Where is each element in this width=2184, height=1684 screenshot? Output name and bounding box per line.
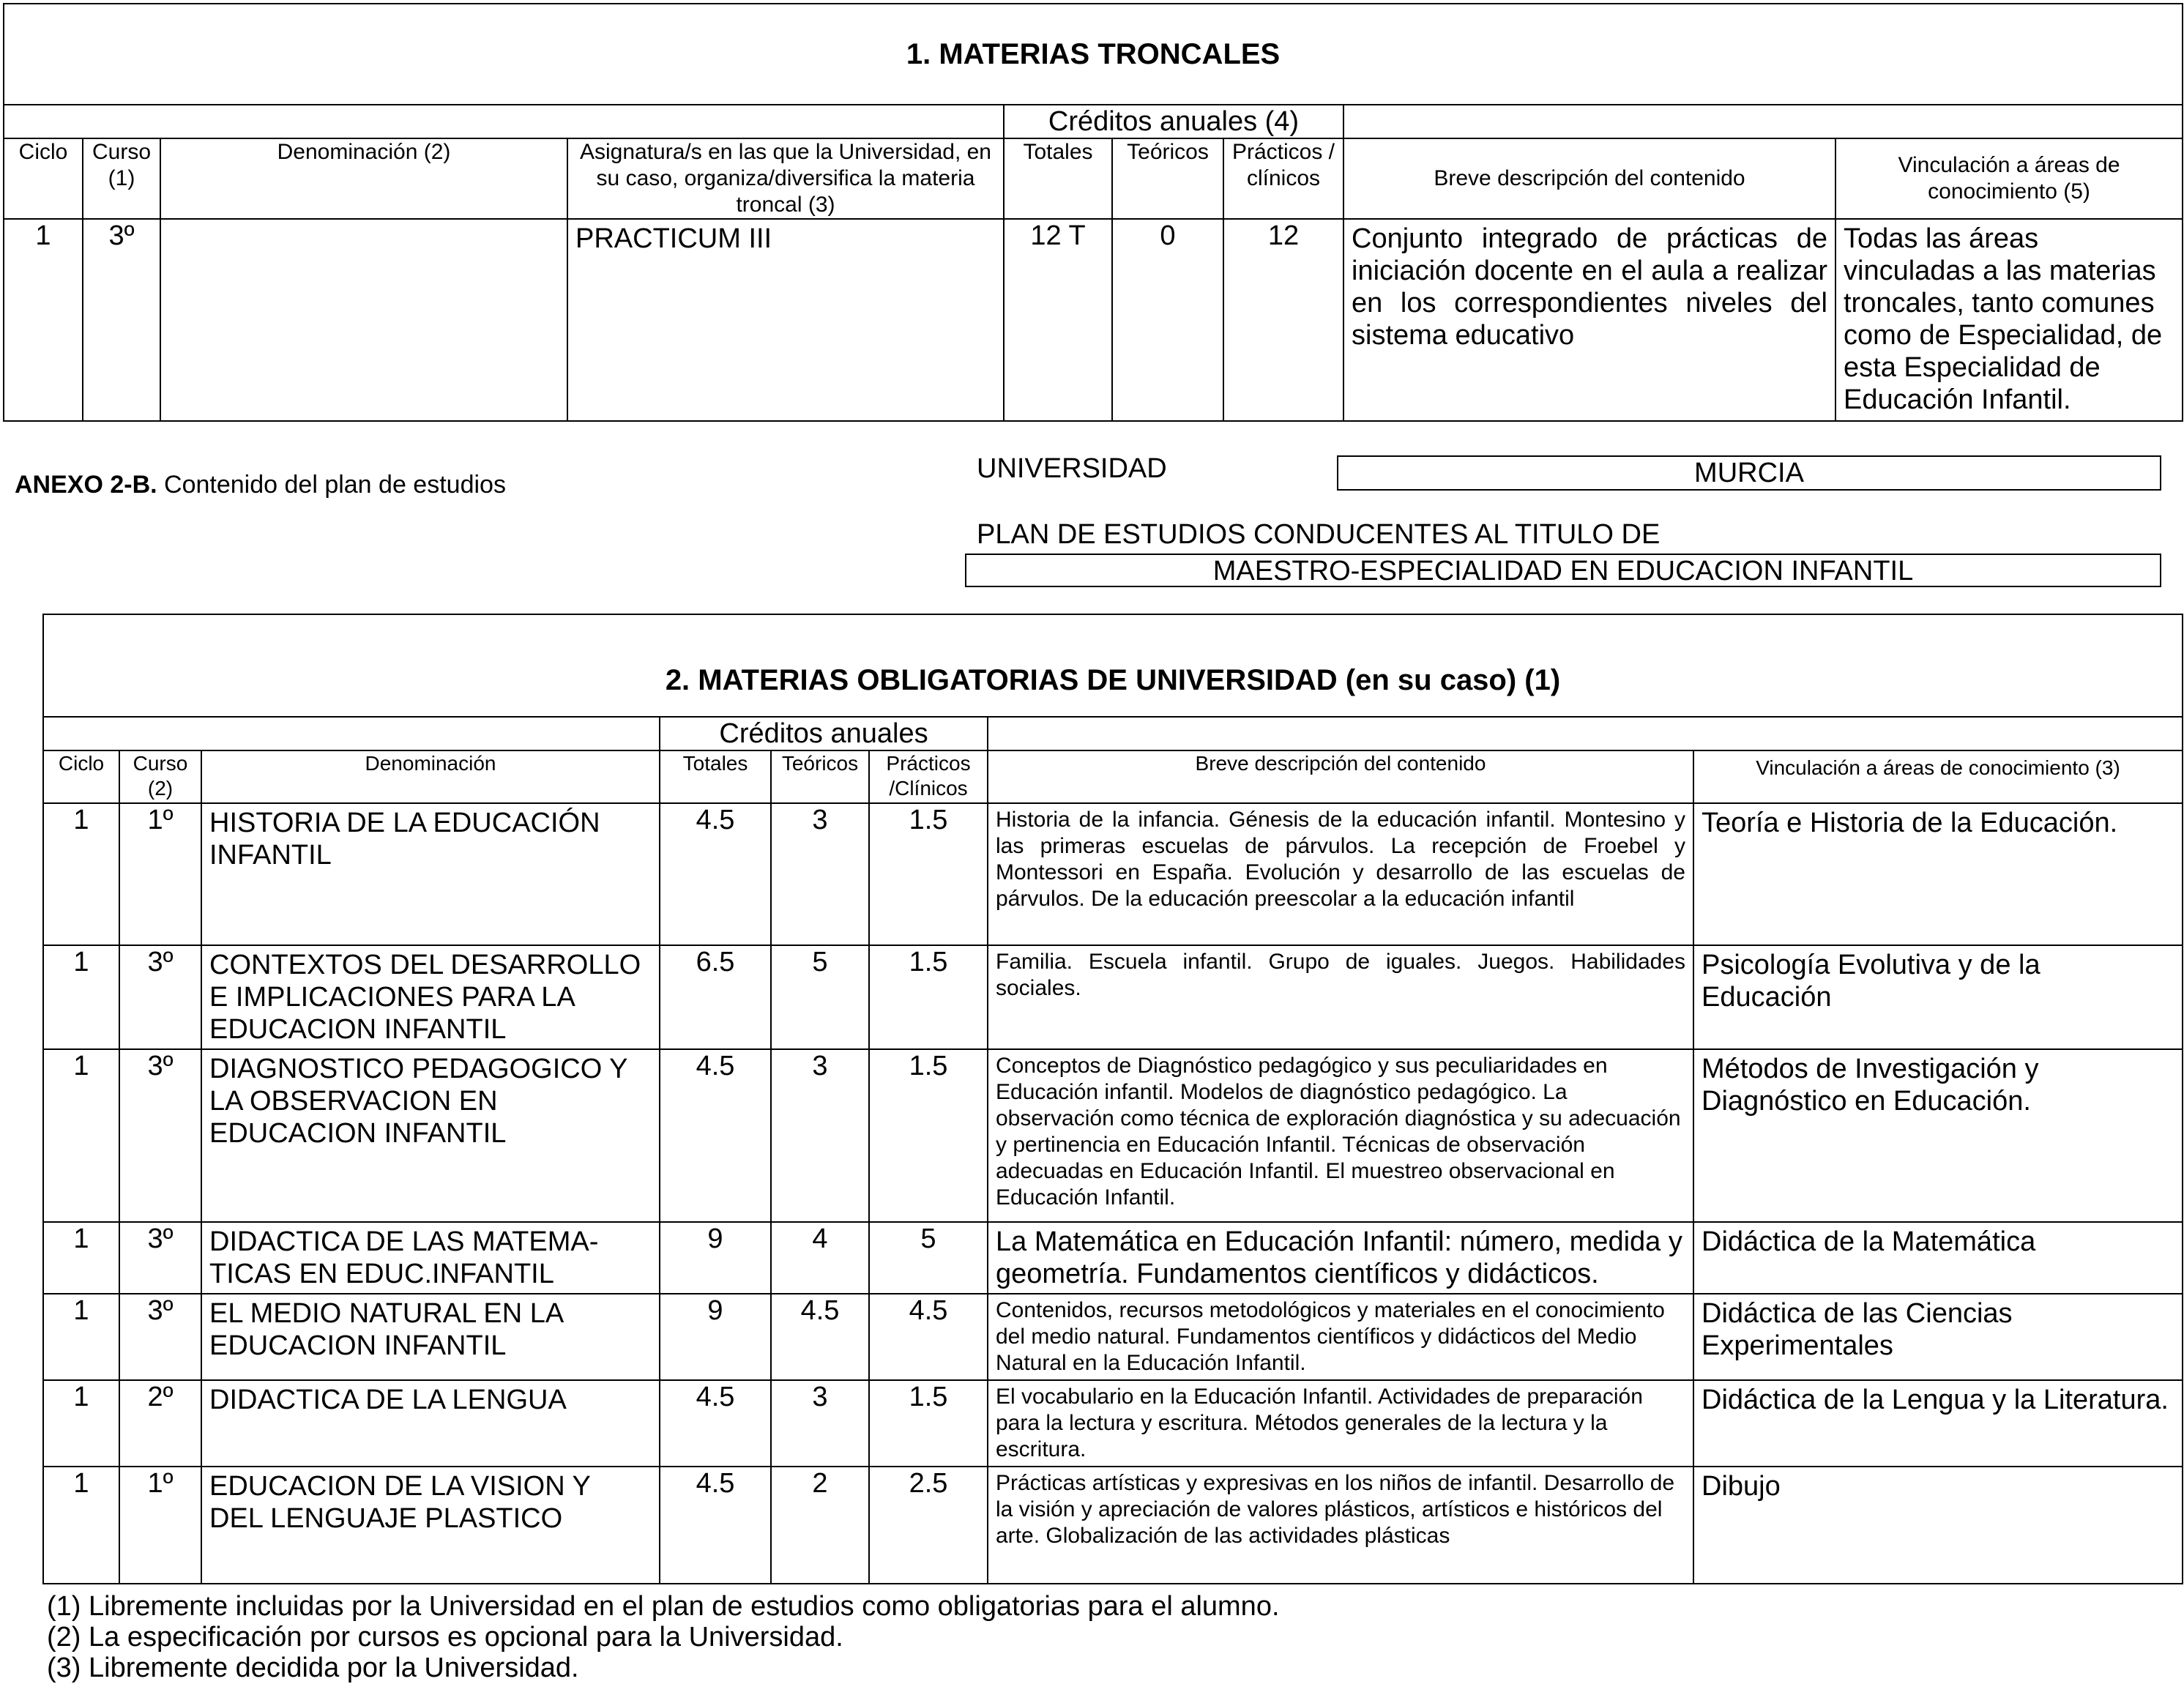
row-practicos: 2.5 xyxy=(869,1467,988,1584)
footnote-1: (1) Libremente incluidas por la Universidad en el plan de estudios como obligatorias para el alumno. xyxy=(47,1591,1280,1622)
table-row xyxy=(43,945,2183,1049)
table-row xyxy=(43,1294,2183,1380)
row-vinculacion: Teoría e Historia de la Educación. xyxy=(1693,803,2183,945)
row-descripcion: La Matemática en Educación Infantil: número, medida y geometría. Fundamentos científicos y didácticos. xyxy=(988,1222,1693,1294)
header2-practicos: Prácticos /Clínicos xyxy=(869,750,988,803)
row-asignatura: PRACTICUM III xyxy=(567,219,1004,421)
row-curso: 1º xyxy=(119,803,201,945)
row-descripcion: Conceptos de Diagnóstico pedagógico y sus peculiaridades en Educación infantil. Modelos de diagnóstico pedagógico. La observación como técnica de exploración diagnóstica y su adecuación y pertinencia en Educación Infantil. Técnicas de observación adecuadas en Educación Infantil. El muestreo observacional en Educación Infantil. xyxy=(988,1049,1693,1222)
row-denominacion: DIDACTICA DE LAS MATEMA-TICAS EN EDUC.INFANTIL xyxy=(201,1222,660,1294)
row-descripcion: Prácticas artísticas y expresivas en los niños de infantil. Desarrollo de la visión y apreciación de valores plásticos, artísticos e históricos del arte. Globalización de las actividades plásticas xyxy=(988,1467,1693,1584)
row-ciclo: 1 xyxy=(43,1049,119,1222)
row-totales: 4.5 xyxy=(660,1467,771,1584)
row-practicos: 12 xyxy=(1223,219,1343,421)
anexo-rest: Contenido del plan de estudios xyxy=(157,471,506,499)
header2-vinculacion: Vinculación a áreas de conocimiento (3) xyxy=(1693,750,2183,803)
row-totales: 9 xyxy=(660,1294,771,1380)
header2-ciclo: Ciclo xyxy=(43,750,119,803)
table-row xyxy=(43,1049,2183,1222)
row-teoricos: 5 xyxy=(771,945,869,1049)
row-ciclo: 1 xyxy=(43,1467,119,1584)
header-teoricos: Teóricos xyxy=(1112,138,1223,219)
row-descripcion: Contenidos, recursos metodológicos y materiales en el conocimiento del medio natural. Fundamentos científicos y didácticos del Medio Natural en la Educación Infantil. xyxy=(988,1294,1693,1380)
row-denominacion: EL MEDIO NATURAL EN LA EDUCACION INFANTIL xyxy=(201,1294,660,1380)
row-ciclo: 1 xyxy=(43,945,119,1049)
section2-title xyxy=(43,614,2183,717)
header2-teoricos: Teóricos xyxy=(771,750,869,803)
header-asignatura: Asignatura/s en las que la Universidad, en su caso, organiza/diversifica la materia troncal (3) xyxy=(567,138,1004,219)
footnote-2: (2) La especificación por cursos es opcional para la Universidad. xyxy=(47,1622,843,1653)
universidad-label: UNIVERSIDAD xyxy=(977,453,1167,484)
row-ciclo: 1 xyxy=(43,1380,119,1467)
row-practicos: 1.5 xyxy=(869,1049,988,1222)
section2-title-rest: (en su caso) (1) xyxy=(1337,663,1561,696)
creditos-anuales-header-2: Créditos anuales xyxy=(660,717,988,750)
header-totales: Totales xyxy=(1004,138,1112,219)
troncales-table xyxy=(3,3,2183,422)
universidad-value: MURCIA xyxy=(1337,455,2161,491)
header2-totales: Totales xyxy=(660,750,771,803)
obligatorias-table xyxy=(42,614,2183,1584)
row-ciclo: 1 xyxy=(4,219,83,421)
row-descripcion: Familia. Escuela infantil. Grupo de iguales. Juegos. Habilidades sociales. xyxy=(988,945,1693,1049)
creditos-anuales-header: Créditos anuales (4) xyxy=(1004,105,1343,138)
anexo-label xyxy=(15,470,506,499)
table-row xyxy=(43,803,2183,945)
row-denominacion: EDUCACION DE LA VISION Y DEL LENGUAJE PLASTICO xyxy=(201,1467,660,1584)
row-denominacion: HISTORIA DE LA EDUCACIÓN INFANTIL xyxy=(201,803,660,945)
plan-label: PLAN DE ESTUDIOS CONDUCENTES AL TITULO DE xyxy=(977,519,1661,550)
row-teoricos: 3 xyxy=(771,1380,869,1467)
table-row xyxy=(43,1467,2183,1584)
row-practicos: 1.5 xyxy=(869,945,988,1049)
row-vinculacion: Didáctica de la Lengua y la Literatura. xyxy=(1693,1380,2183,1467)
header-practicos: Prácticos / clínicos xyxy=(1223,138,1343,219)
row-practicos: 5 xyxy=(869,1222,988,1294)
plan-value: MAESTRO-ESPECIALIDAD EN EDUCACION INFANTIL xyxy=(965,554,2161,587)
header2-curso: Curso (2) xyxy=(119,750,201,803)
row-denominacion xyxy=(160,219,567,421)
row-descripcion: Historia de la infancia. Génesis de la educación infantil. Montesino y las primeras escuelas de párvulos. La recepción de Froebel y Montessori en España. Evolución y desarrollo de las escuelas de párvulos. De la educación preescolar a la educación infantil xyxy=(988,803,1693,945)
row-totales: 6.5 xyxy=(660,945,771,1049)
row-curso: 3º xyxy=(119,1222,201,1294)
row-practicos: 1.5 xyxy=(869,1380,988,1467)
row-descripcion: El vocabulario en la Educación Infantil. Actividades de preparación para la lectura y escritura. Métodos generales de la lectura y la escritura. xyxy=(988,1380,1693,1467)
row-totales: 4.5 xyxy=(660,803,771,945)
footnote-3: (3) Libremente decidida por la Universidad. xyxy=(47,1653,579,1683)
row-teoricos: 4.5 xyxy=(771,1294,869,1380)
row-denominacion: DIAGNOSTICO PEDAGOGICO Y LA OBSERVACION EN EDUCACION INFANTIL xyxy=(201,1049,660,1222)
row-ciclo: 1 xyxy=(43,1294,119,1380)
header-curso: Curso (1) xyxy=(83,138,160,219)
section2-title-bold: 2. MATERIAS OBLIGATORIAS DE UNIVERSIDAD xyxy=(665,663,1338,696)
header-descripcion: Breve descripción del contenido xyxy=(1343,138,1835,219)
row-teoricos: 2 xyxy=(771,1467,869,1584)
header-vinculacion: Vinculación a áreas de conocimiento (5) xyxy=(1835,138,2183,219)
row-vinculacion: Psicología Evolutiva y de la Educación xyxy=(1693,945,2183,1049)
header-ciclo: Ciclo xyxy=(4,138,83,219)
row-teoricos: 4 xyxy=(771,1222,869,1294)
header2-descripcion: Breve descripción del contenido xyxy=(988,750,1693,803)
row-ciclo: 1 xyxy=(43,803,119,945)
row-totales: 12 T xyxy=(1004,219,1112,421)
row-vinculacion: Métodos de Investigación y Diagnóstico en Educación. xyxy=(1693,1049,2183,1222)
row-vinculacion: Todas las áreas vinculadas a las materias troncales, tanto comunes como de Especialidad, de esta Especialidad de Educación Infantil. xyxy=(1835,219,2183,421)
table-row xyxy=(43,1222,2183,1294)
section1-title: 1. MATERIAS TRONCALES xyxy=(4,4,2183,105)
row-practicos: 4.5 xyxy=(869,1294,988,1380)
row-curso: 3º xyxy=(119,945,201,1049)
row-curso: 3º xyxy=(119,1294,201,1380)
row-curso: 2º xyxy=(119,1380,201,1467)
row-teoricos: 3 xyxy=(771,1049,869,1222)
row-totales: 4.5 xyxy=(660,1049,771,1222)
row-curso: 3º xyxy=(83,219,160,421)
row-denominacion: CONTEXTOS DEL DESARROLLO E IMPLICACIONES PARA LA EDUCACION INFANTIL xyxy=(201,945,660,1049)
row-denominacion: DIDACTICA DE LA LENGUA xyxy=(201,1380,660,1467)
row-descripcion: Conjunto integrado de prácticas de iniciación docente en el aula a realizar en los correspondientes niveles del sistema educativo xyxy=(1343,219,1835,421)
row-practicos: 1.5 xyxy=(869,803,988,945)
row-teoricos: 3 xyxy=(771,803,869,945)
row-curso: 3º xyxy=(119,1049,201,1222)
row-totales: 9 xyxy=(660,1222,771,1294)
row-vinculacion: Dibujo xyxy=(1693,1467,2183,1584)
row-vinculacion: Didáctica de las Ciencias Experimentales xyxy=(1693,1294,2183,1380)
row-curso: 1º xyxy=(119,1467,201,1584)
row-totales: 4.5 xyxy=(660,1380,771,1467)
row-teoricos: 0 xyxy=(1112,219,1223,421)
row-ciclo: 1 xyxy=(43,1222,119,1294)
header-denominacion: Denominación (2) xyxy=(160,138,567,219)
row-vinculacion: Didáctica de la Matemática xyxy=(1693,1222,2183,1294)
header2-denominacion: Denominación xyxy=(201,750,660,803)
table-row xyxy=(43,1380,2183,1467)
anexo-bold: ANEXO 2-B. xyxy=(15,471,157,499)
